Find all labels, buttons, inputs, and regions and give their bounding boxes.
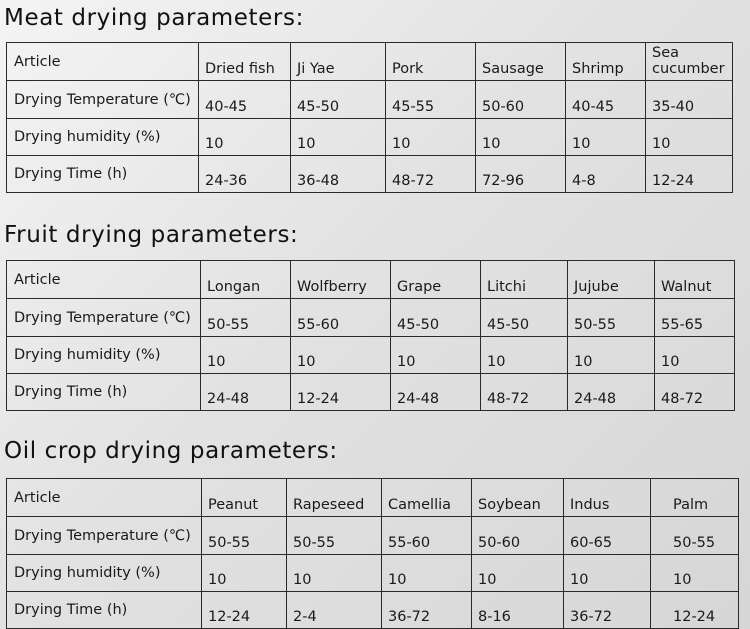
column-header: Longan	[201, 261, 291, 299]
table-cell: 48-72	[481, 374, 568, 411]
table-cell: 36-72	[564, 592, 651, 629]
table-cell: 60-65	[564, 517, 651, 555]
column-header: Camellia	[382, 479, 472, 517]
table-cell: 10	[291, 119, 386, 156]
table-cell: 12-24	[202, 592, 287, 629]
table-cell: 10	[287, 555, 382, 592]
meat-section-title: Meat drying parameters:	[4, 5, 304, 31]
header-article-label: Article	[7, 43, 199, 81]
column-header: Ji Yae	[291, 43, 386, 81]
row-label: Drying humidity (%)	[7, 555, 202, 592]
oil-crop-parameters-table	[6, 478, 739, 629]
header-article-label: Article	[7, 261, 201, 299]
table-row	[7, 555, 739, 592]
meat-parameters-table	[6, 42, 733, 193]
column-header: Shrimp	[566, 43, 646, 81]
table-cell: 12-24	[291, 374, 391, 411]
table-cell: 72-96	[476, 156, 566, 193]
table-cell: 10	[568, 337, 655, 374]
table-cell: 36-72	[382, 592, 472, 629]
column-header: Pork	[386, 43, 476, 81]
table-cell: 40-45	[566, 81, 646, 119]
column-header: Rapeseed	[287, 479, 382, 517]
table-cell: 10	[481, 337, 568, 374]
table-cell: 12-24	[651, 592, 739, 629]
column-header: Dried fish	[199, 43, 291, 81]
column-header: Grape	[391, 261, 481, 299]
table-cell: 10	[291, 337, 391, 374]
table-cell: 24-48	[201, 374, 291, 411]
table-cell: 24-48	[391, 374, 481, 411]
oil-crop-section-title: Oil crop drying parameters:	[4, 438, 338, 464]
column-header: Sea cucumber	[646, 43, 733, 81]
table-row	[7, 119, 733, 156]
table-cell: 24-36	[199, 156, 291, 193]
table-row	[7, 592, 739, 629]
table-cell: 50-55	[201, 299, 291, 337]
table-cell: 10	[382, 555, 472, 592]
table-cell: 35-40	[646, 81, 733, 119]
header-article-label: Article	[7, 479, 202, 517]
table-header-row	[7, 479, 739, 517]
table-header-row	[7, 43, 733, 81]
row-label: Drying humidity (%)	[7, 119, 199, 156]
table-cell: 50-60	[476, 81, 566, 119]
fruit-section-title: Fruit drying parameters:	[4, 222, 299, 248]
table-cell: 50-60	[472, 517, 564, 555]
table-row	[7, 81, 733, 119]
table-cell: 8-16	[472, 592, 564, 629]
row-label: Drying Time (h)	[7, 374, 201, 411]
table-cell: 36-48	[291, 156, 386, 193]
table-cell: 55-60	[382, 517, 472, 555]
row-label: Drying Time (h)	[7, 156, 199, 193]
table-cell: 48-72	[386, 156, 476, 193]
table-row	[7, 337, 735, 374]
table-cell: 10	[566, 119, 646, 156]
table-cell: 10	[564, 555, 651, 592]
table-cell: 45-50	[391, 299, 481, 337]
table-header-row	[7, 261, 735, 299]
column-header: Wolfberry	[291, 261, 391, 299]
table-row	[7, 299, 735, 337]
table-cell: 2-4	[287, 592, 382, 629]
column-header: Soybean	[472, 479, 564, 517]
table-cell: 4-8	[566, 156, 646, 193]
table-cell: 10	[646, 119, 733, 156]
column-header: Sausage	[476, 43, 566, 81]
row-label: Drying humidity (%)	[7, 337, 201, 374]
column-header: Indus	[564, 479, 651, 517]
table-cell: 10	[386, 119, 476, 156]
table-cell: 50-55	[202, 517, 287, 555]
table-cell: 10	[199, 119, 291, 156]
table-cell: 12-24	[646, 156, 733, 193]
table-cell: 10	[391, 337, 481, 374]
table-cell: 10	[472, 555, 564, 592]
table-row	[7, 517, 739, 555]
table-cell: 10	[201, 337, 291, 374]
table-cell: 24-48	[568, 374, 655, 411]
table-row	[7, 374, 735, 411]
table-cell: 10	[476, 119, 566, 156]
row-label: Drying Time (h)	[7, 592, 202, 629]
row-label: Drying Temperature (℃)	[7, 517, 202, 555]
table-cell: 10	[655, 337, 735, 374]
table-cell: 10	[202, 555, 287, 592]
fruit-parameters-table	[6, 260, 735, 411]
table-cell: 45-50	[481, 299, 568, 337]
table-cell: 48-72	[655, 374, 735, 411]
table-cell: 55-65	[655, 299, 735, 337]
row-label: Drying Temperature (℃)	[7, 81, 199, 119]
table-cell: 45-50	[291, 81, 386, 119]
table-cell: 50-55	[568, 299, 655, 337]
column-header: Litchi	[481, 261, 568, 299]
table-row	[7, 156, 733, 193]
column-header: Peanut	[202, 479, 287, 517]
table-cell: 50-55	[287, 517, 382, 555]
table-cell: 55-60	[291, 299, 391, 337]
table-cell: 40-45	[199, 81, 291, 119]
table-cell: 10	[651, 555, 739, 592]
table-cell: 50-55	[651, 517, 739, 555]
column-header: Jujube	[568, 261, 655, 299]
table-cell: 45-55	[386, 81, 476, 119]
column-header: Palm	[651, 479, 739, 517]
column-header: Walnut	[655, 261, 735, 299]
row-label: Drying Temperature (℃)	[7, 299, 201, 337]
